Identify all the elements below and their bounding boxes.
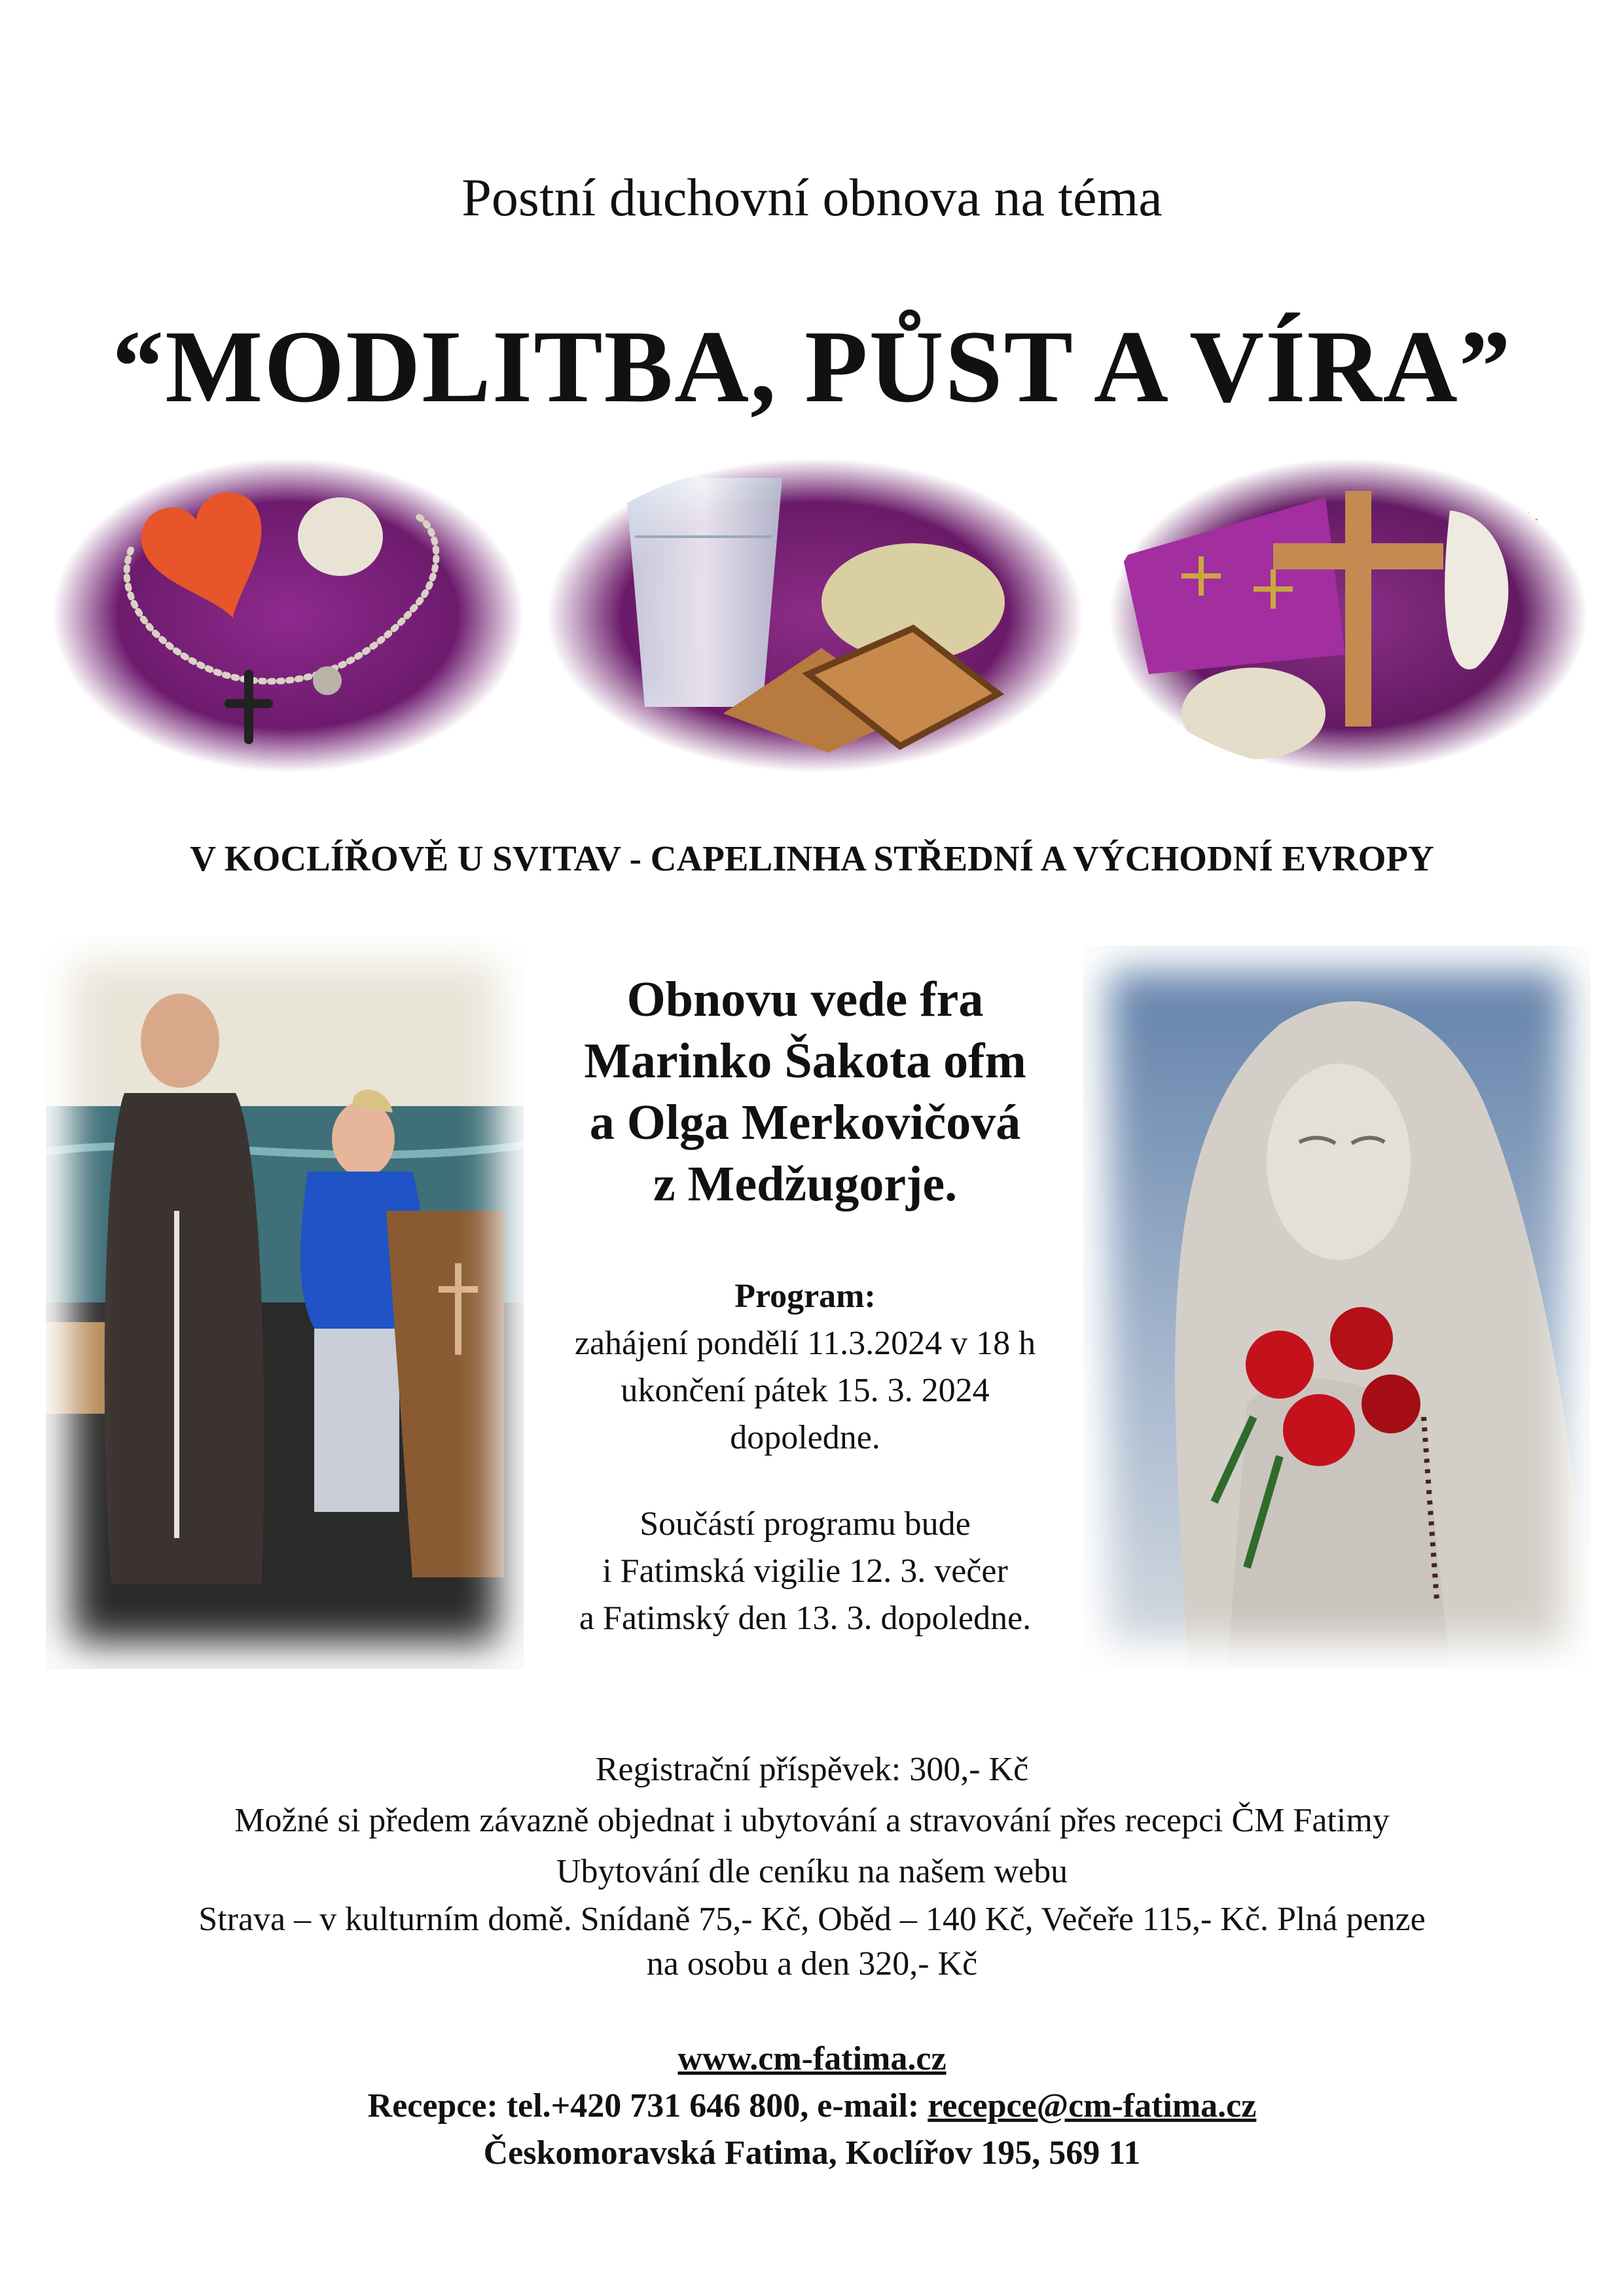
reception-phone: Recepce: tel.+420 731 646 800, e-mail: [367, 2087, 928, 2125]
program-extra-line: a Fatimský den 13. 3. dopoledne. [579, 1600, 1032, 1637]
accommodation-note: Ubytování dle ceníku na našem webu [556, 1853, 1068, 1890]
cross-stole-stone-icon [1110, 458, 1587, 772]
address: Českomoravská Fatima, Koclířov 195, 569 11 [483, 2134, 1141, 2172]
booking-note: Možné si předem závazně objednat i ubytování a stravování přes recepci ČM Fatimy [234, 1802, 1390, 1839]
speakers-photo [46, 936, 524, 1669]
event-subtitle: Postní duchovní obnova na téma [461, 168, 1163, 227]
program-block [524, 1273, 1087, 1642]
leaders-line: Marinko Šakota ofm [584, 1033, 1026, 1088]
leaders-block [537, 969, 1074, 1215]
leaders-line: z Medžugorje. [653, 1157, 958, 1211]
program-line: zahájení pondělí 11.3.2024 v 18 h [574, 1325, 1036, 1362]
registration-fee: Registrační příspěvek: 300,- Kč [595, 1751, 1029, 1788]
website-link[interactable]: www.cm-fatima.cz [677, 2040, 947, 2077]
food-line: na osobu a den 320,- Kč [646, 1945, 978, 1982]
leaders-line: Obnovu vede fra [626, 972, 984, 1027]
location-heading: V KOCLÍŘOVĚ U SVITAV - CAPELINHA STŘEDNÍ A VÝCHODNÍ EVROPY [190, 838, 1434, 878]
info-block [0, 1744, 1624, 1986]
program-line: dopoledne. [730, 1419, 880, 1456]
water-glass-bread-icon [547, 458, 1083, 772]
contact-block [0, 2036, 1624, 2177]
program-extra-line: Součástí programu bude [640, 1505, 971, 1543]
leaders-line: a Olga Merkovičová [589, 1095, 1021, 1150]
program-label: Program: [734, 1278, 876, 1315]
rosary-heart-stone-icon [52, 458, 524, 772]
email-link[interactable]: recepce@cm-fatima.cz [928, 2087, 1257, 2125]
program-line: ukončení pátek 15. 3. 2024 [621, 1372, 990, 1409]
event-title: “MODLITBA, PŮST A VÍRA” [112, 310, 1512, 424]
madonna-statue-roses-photo [1083, 946, 1591, 1669]
food-line: Strava – v kulturním domě. Snídaně 75,- Kč, Oběd – 140 Kč, Večeře 115,- Kč. Plná penze [198, 1901, 1426, 1938]
program-extra-line: i Fatimská vigilie 12. 3. večer [602, 1552, 1008, 1590]
